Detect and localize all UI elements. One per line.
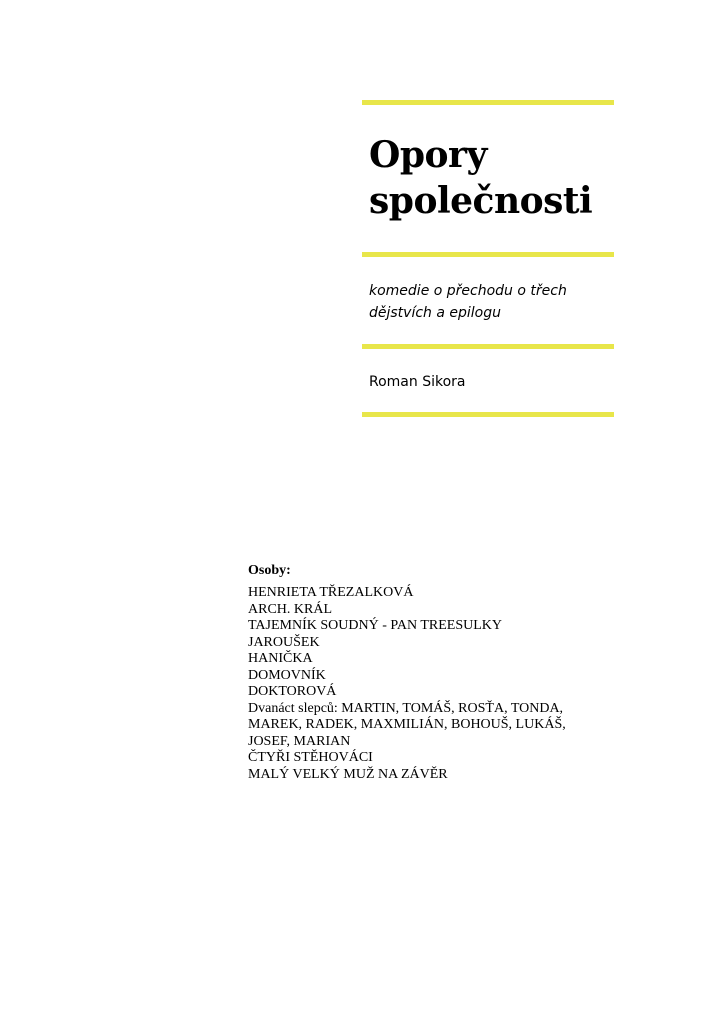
character-line: ARCH. KRÁL — [248, 601, 333, 617]
characters-heading: Osoby: — [248, 563, 291, 578]
top-rule — [362, 100, 614, 105]
subtitle-line-2: dějstvích a epilogu — [369, 305, 502, 321]
character-line: DOKTOROVÁ — [248, 684, 337, 699]
character-line: DOMOVNÍK — [248, 667, 326, 683]
title-line-1: Opory — [369, 134, 487, 176]
character-line: MALÝ VELKÝ MUŽ NA ZÁVĚR — [248, 766, 448, 782]
subtitle-line-1: komedie o přechodu o třech — [369, 283, 567, 299]
title-line-2: společnosti — [369, 180, 593, 222]
character-line: ČTYŘI STĚHOVÁCI — [248, 750, 373, 765]
author-name: Roman Sikora — [369, 374, 466, 390]
character-list — [248, 585, 648, 783]
character-line: TAJEMNÍK SOUDNÝ - PAN TREESULKY — [248, 618, 503, 633]
character-line: HENRIETA TŘEZALKOVÁ — [248, 585, 414, 600]
character-line: JAROUŠEK — [248, 634, 320, 650]
title-bottom-rule — [362, 252, 614, 257]
character-line: HANIČKA — [248, 651, 313, 666]
author-bottom-rule — [362, 412, 614, 417]
characters-section — [248, 562, 648, 783]
document-subtitle — [369, 280, 609, 324]
character-line: JOSEF, MARIAN — [248, 733, 351, 749]
character-line: MAREK, RADEK, MAXMILIÁN, BOHOUŠ, LUKÁŠ, — [248, 717, 566, 732]
character-line: Dvanáct slepců: MARTIN, TOMÁŠ, ROSŤA, TONDA, — [248, 700, 564, 716]
subtitle-bottom-rule — [362, 344, 614, 349]
document-title — [369, 132, 619, 224]
